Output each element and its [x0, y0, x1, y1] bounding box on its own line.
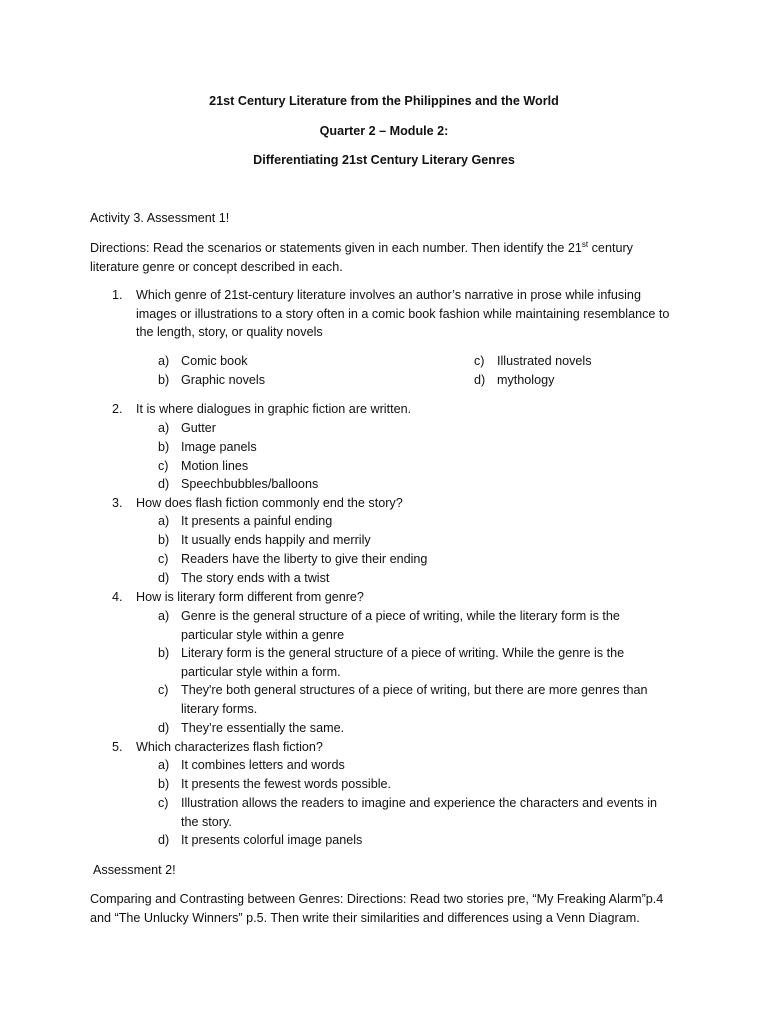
option-text: It presents the fewest words possible.: [181, 777, 391, 791]
option-letter: b): [158, 777, 170, 791]
assessment-2-heading: Assessment 2!: [93, 863, 176, 877]
question-number: 1.: [112, 288, 123, 302]
option-text: It presents a painful ending: [181, 514, 333, 528]
option-text: Speechbubbles/balloons: [181, 477, 319, 491]
question-number: 5.: [112, 740, 123, 754]
option-text: Motion lines: [181, 459, 249, 473]
option-letter: d): [158, 833, 170, 847]
question-text: How does flash fiction commonly end the story?: [136, 496, 403, 510]
topic-heading: Differentiating 21st Century Literary Genres: [253, 153, 515, 167]
option-text: Graphic novels: [181, 373, 265, 387]
option-letter: c): [158, 683, 169, 697]
question-number: 4.: [112, 590, 123, 604]
option-letter: a): [158, 609, 170, 623]
option-letter: b): [158, 440, 170, 454]
option-text: Genre is the general structure of a piece of writing, while the literary form is the particular style within a genre: [181, 609, 620, 642]
option-letter: c): [158, 459, 169, 473]
activity-heading: Activity 3. Assessment 1!: [90, 211, 230, 225]
question-number: 3.: [112, 496, 123, 510]
directions-paragraph: [90, 239, 680, 276]
option-text: It combines letters and words: [181, 758, 345, 772]
question-text: How is literary form different from genre?: [136, 590, 364, 604]
option-letter: d): [474, 373, 486, 387]
option-text: Literary form is the general structure of a piece of writing. While the genre is the particular style within a form.: [181, 646, 625, 679]
question-text: Which characterizes flash fiction?: [136, 740, 323, 754]
option-text: They're both general structures of a piece of writing, but there are more genres than literary forms.: [181, 683, 648, 716]
option-letter: d): [158, 571, 170, 585]
directions-text-end: century literature genre or concept described in each.: [90, 241, 633, 274]
directions-text-start: Directions: Read the scenarios or statements given in each number. Then identify the 21: [90, 241, 582, 255]
option-letter: a): [158, 758, 170, 772]
directions-superscript: st: [581, 239, 589, 249]
option-text: mythology: [497, 373, 555, 387]
document-title: 21st Century Literature from the Philippines and the World: [209, 94, 559, 108]
option-letter: b): [158, 533, 170, 547]
option-letter: a): [158, 514, 170, 528]
quarter-module-heading: Quarter 2 – Module 2:: [319, 124, 449, 138]
option-text: Illustration allows the readers to imagine and experience the characters and events in the story.: [181, 796, 658, 829]
option-letter: c): [474, 354, 485, 368]
option-text: It usually ends happily and merrily: [181, 533, 371, 547]
option-text: Image panels: [181, 440, 257, 454]
option-letter: d): [158, 477, 170, 491]
option-text: They’re essentially the same.: [181, 721, 345, 735]
option-letter: a): [158, 421, 170, 435]
question-text: It is where dialogues in graphic fiction are written.: [136, 402, 412, 416]
option-text: It presents colorful image panels: [181, 833, 363, 847]
option-text: The story ends with a twist: [181, 571, 330, 585]
assessment-2-instructions: Comparing and Contrasting between Genres: Directions: Read two stories pre, “My Freaking Alarm”p.4 and “The Unlucky Winners” p.5. Then write their similarities and differences using a Venn Diagram.: [90, 892, 664, 925]
option-letter: a): [158, 354, 170, 368]
question-text: Which genre of 21st-century literature involves an author’s narrative in prose while infusing images or illustrations to a story often in a comic book fashion while maintaining resemblance to the length, story, or quality novels: [136, 288, 670, 340]
option-text: Readers have the liberty to give their ending: [181, 552, 428, 566]
option-letter: b): [158, 373, 170, 387]
option-letter: c): [158, 796, 169, 810]
option-letter: d): [158, 721, 170, 735]
option-text: Gutter: [181, 421, 216, 435]
option-letter: b): [158, 646, 170, 660]
option-text: Comic book: [181, 354, 248, 368]
question-number: 2.: [112, 402, 123, 416]
option-letter: c): [158, 552, 169, 566]
option-text: Illustrated novels: [497, 354, 592, 368]
